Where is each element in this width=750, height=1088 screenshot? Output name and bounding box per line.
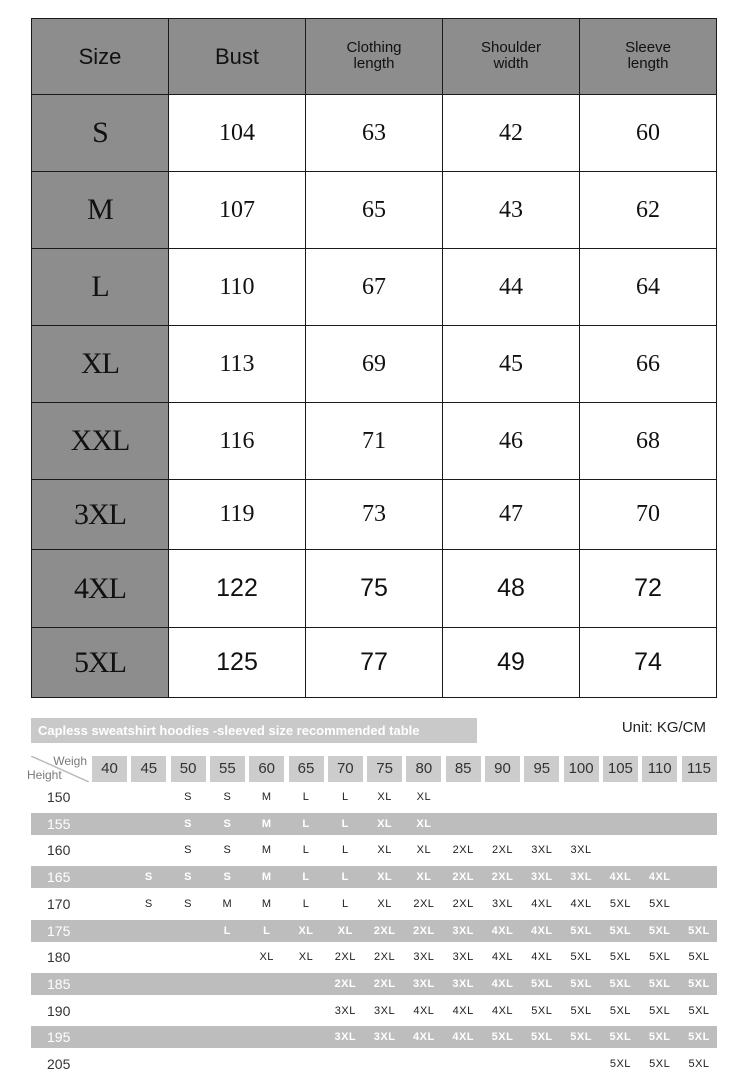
corner-height-label: Height xyxy=(27,768,62,782)
size-row xyxy=(32,550,717,628)
recommended-size-cell: 4XL xyxy=(531,951,553,964)
recommended-size-cell: 3XL xyxy=(570,871,592,884)
recommended-size-cell: 2XL xyxy=(334,977,357,990)
recommended-size-cell: 5XL xyxy=(609,897,631,910)
recommended-size-cell: 4XL xyxy=(413,1004,435,1017)
recommended-size-cell: 4XL xyxy=(491,1004,514,1017)
clothing-length-value: 71 xyxy=(306,403,443,480)
size-row xyxy=(32,326,717,403)
recommended-size-cell: 3XL xyxy=(452,924,475,937)
recommended-size-cell: M xyxy=(261,871,272,884)
recommended-size-cell: M xyxy=(261,844,272,857)
weight-header-row xyxy=(27,754,720,782)
shoulder-width-value: 48 xyxy=(443,550,580,628)
height-value: 170 xyxy=(47,895,71,912)
sleeve-length-value: 60 xyxy=(580,95,717,172)
clothing-length-value: 69 xyxy=(306,326,443,403)
header-size: Size xyxy=(32,19,169,95)
recommended-size-cell: 4XL xyxy=(609,871,632,884)
recommended-size-cell: 5XL xyxy=(570,924,592,937)
recommended-size-cell: 5XL xyxy=(609,1031,632,1044)
sleeve-length-value: 70 xyxy=(580,480,717,550)
recommended-size-cell: S xyxy=(223,817,232,830)
recommended-size-cell: L xyxy=(341,844,349,857)
recommended-size-cell: 2XL xyxy=(334,951,356,964)
recommended-size-cell: 3XL xyxy=(570,844,592,857)
recommended-size-cell: 2XL xyxy=(374,951,396,964)
recommended-size-cell: 2XL xyxy=(491,844,514,857)
recommended-size-cell: M xyxy=(261,791,272,803)
bust-value: 125 xyxy=(169,628,306,698)
recommended-size-cell: XL xyxy=(416,871,432,884)
height-value: 150 xyxy=(47,789,71,805)
recommended-size-cell: XL xyxy=(337,924,353,937)
height-value: 160 xyxy=(47,842,71,859)
recommended-size-cell: S xyxy=(184,844,193,857)
sleeve-length-value: 68 xyxy=(580,403,717,480)
sleeve-length-value: 72 xyxy=(580,550,717,628)
recommended-size-cell: 3XL xyxy=(413,951,435,964)
shoulder-width-value: 49 xyxy=(443,628,580,698)
recommended-size-cell: 5XL xyxy=(609,1058,631,1070)
weight-header-cell: 110 xyxy=(642,756,677,782)
recommended-size-cell: XL xyxy=(377,791,392,803)
size-row xyxy=(32,628,717,698)
sleeve-length-value: 64 xyxy=(580,249,717,326)
size-label: M xyxy=(32,172,169,249)
recommended-size-cell: 2XL xyxy=(413,897,435,910)
recommended-size-cell: 5XL xyxy=(491,1031,514,1044)
recommended-size-cell: XL xyxy=(377,844,392,857)
size-label: XXL xyxy=(32,403,169,480)
recommended-size-cell: 4XL xyxy=(531,897,553,910)
weight-header-cell: 75 xyxy=(367,756,402,782)
recommended-size-cell: 3XL xyxy=(452,977,475,990)
recommended-size-cell: 5XL xyxy=(648,924,671,937)
recommended-size-cell: M xyxy=(261,897,272,910)
recommended-size-cell: 4XL xyxy=(452,1004,474,1017)
recommended-size-cell: 5XL xyxy=(530,1031,553,1044)
recommended-size-cell: 3XL xyxy=(334,1031,357,1044)
recommended-size-cell: S xyxy=(223,791,232,803)
recommended-size-cell: 5XL xyxy=(648,977,671,990)
recommended-size-cell: 3XL xyxy=(531,844,553,857)
shoulder-width-value: 44 xyxy=(443,249,580,326)
recommended-size-cell: 5XL xyxy=(609,977,632,990)
height-value: 205 xyxy=(47,1056,71,1072)
height-row xyxy=(31,839,717,861)
weight-header-cell: 85 xyxy=(446,756,481,782)
recommended-size-cell: L xyxy=(341,791,349,803)
corner-weight-label: Weigh xyxy=(53,754,87,768)
height-row xyxy=(31,946,717,968)
recommended-size-cell: 5XL xyxy=(649,1058,671,1070)
recommended-size-cell: 4XL xyxy=(530,924,553,937)
clothing-length-value: 67 xyxy=(306,249,443,326)
shoulder-width-value: 45 xyxy=(443,326,580,403)
recommended-size-cell: L xyxy=(302,871,310,884)
recommended-size-cell: 2XL xyxy=(491,871,514,884)
recommended-size-cell: S xyxy=(144,897,153,910)
weight-header-cell: 65 xyxy=(289,756,324,782)
size-label: 5XL xyxy=(32,628,169,698)
recommended-size-cell: M xyxy=(222,897,233,910)
recommended-size-cell: 4XL xyxy=(648,871,671,884)
recommended-size-cell: 2XL xyxy=(452,844,474,857)
recommended-size-cell: S xyxy=(184,871,193,884)
recommended-size-cell: XL xyxy=(416,791,432,803)
recommended-size-cell: S xyxy=(184,791,193,803)
recommended-size-cell: 5XL xyxy=(531,1004,553,1017)
recommended-size-cell: 5XL xyxy=(649,951,671,964)
height-row xyxy=(31,973,717,995)
weight-header-cell: 80 xyxy=(406,756,441,782)
recommended-size-cell: 4XL xyxy=(491,977,514,990)
recommended-size-cell: XL xyxy=(298,924,314,937)
header-bust: Bust xyxy=(169,19,306,95)
height-row xyxy=(31,1053,717,1075)
sleeve-length-value: 66 xyxy=(580,326,717,403)
recommended-size-cell: 5XL xyxy=(570,1031,592,1044)
recommended-size-cell: 5XL xyxy=(688,1058,710,1070)
header-clothing-length: Clothing length xyxy=(306,19,443,95)
height-row xyxy=(31,813,717,835)
recommended-size-cell: 4XL xyxy=(413,1031,435,1044)
height-row xyxy=(31,866,717,888)
sleeve-length-value: 74 xyxy=(580,628,717,698)
size-row xyxy=(32,480,717,550)
recommended-size-cell: 5XL xyxy=(688,924,710,937)
recommended-size-cell: 5XL xyxy=(688,1031,710,1044)
recommended-size-cell: 5XL xyxy=(530,977,553,990)
size-row xyxy=(32,172,717,249)
bust-value: 122 xyxy=(169,550,306,628)
height-value: 195 xyxy=(47,1029,71,1046)
recommended-size-cell: L xyxy=(302,791,310,803)
weight-header-cell: 70 xyxy=(328,756,363,782)
header-shoulder-width: Shoulder width xyxy=(443,19,580,95)
clothing-length-value: 73 xyxy=(306,480,443,550)
recommended-size-cell: 5XL xyxy=(649,1004,671,1017)
shoulder-width-value: 46 xyxy=(443,403,580,480)
weight-header-cell: 60 xyxy=(249,756,284,782)
recommended-size-cell: S xyxy=(144,871,153,884)
recommended-size-cell: 2XL xyxy=(413,924,435,937)
recommended-size-cell: 5XL xyxy=(609,1004,631,1017)
recommended-size-cell: 2XL xyxy=(373,924,396,937)
size-row xyxy=(32,249,717,326)
recommended-size-cell: XL xyxy=(298,951,314,964)
bust-value: 116 xyxy=(169,403,306,480)
recommended-size-cell: 3XL xyxy=(413,977,435,990)
recommended-size-cell: L xyxy=(341,817,349,830)
recommended-size-cell: XL xyxy=(416,844,432,857)
recommended-size-cell: 3XL xyxy=(530,871,553,884)
weight-header-cell: 100 xyxy=(564,756,599,782)
weight-header-cell: 40 xyxy=(92,756,127,782)
recommended-size-cell: 3XL xyxy=(373,1031,396,1044)
sleeve-length-value: 62 xyxy=(580,172,717,249)
recommended-size-cell: 5XL xyxy=(688,951,710,964)
corner-cell xyxy=(27,754,89,782)
recommended-size-cell: 5XL xyxy=(688,977,710,990)
recommended-size-cell: 3XL xyxy=(334,1004,356,1017)
header-sleeve-length: Sleeve length xyxy=(580,19,717,95)
weight-header-cell: 95 xyxy=(524,756,559,782)
height-row xyxy=(31,893,717,915)
recommended-size-cell: 4XL xyxy=(491,924,514,937)
bust-value: 110 xyxy=(169,249,306,326)
shoulder-width-value: 47 xyxy=(443,480,580,550)
size-chart-table xyxy=(31,18,717,698)
recommended-size-cell: XL xyxy=(377,871,393,884)
clothing-length-value: 77 xyxy=(306,628,443,698)
recommended-size-cell: 5XL xyxy=(570,951,592,964)
unit-label: Unit: KG/CM xyxy=(621,719,706,736)
size-chart-header-row xyxy=(32,19,717,95)
recommended-size-cell: S xyxy=(184,817,193,830)
size-label: XL xyxy=(32,326,169,403)
recommended-size-cell: XL xyxy=(377,897,392,910)
height-value: 180 xyxy=(47,949,71,966)
recommended-size-cell: 3XL xyxy=(491,897,514,910)
weight-header-cell: 115 xyxy=(682,756,717,782)
size-label: S xyxy=(32,95,169,172)
bust-value: 107 xyxy=(169,172,306,249)
bust-value: 104 xyxy=(169,95,306,172)
recommended-size-cell: 5XL xyxy=(688,1004,710,1017)
recommended-size-cell: L xyxy=(263,924,271,937)
recommended-size-cell: 5XL xyxy=(570,977,592,990)
size-label: 4XL xyxy=(32,550,169,628)
shoulder-width-value: 43 xyxy=(443,172,580,249)
recommended-size-cell: 5XL xyxy=(648,1031,671,1044)
height-row xyxy=(31,1026,717,1048)
weight-header-cell: 105 xyxy=(603,756,638,782)
recommended-size-cell: S xyxy=(184,897,193,910)
height-row xyxy=(31,1000,717,1022)
height-value: 155 xyxy=(47,815,71,832)
recommended-size-cell: 4XL xyxy=(570,897,592,910)
clothing-length-value: 63 xyxy=(306,95,443,172)
recommended-size-cell: L xyxy=(302,897,310,910)
size-row xyxy=(32,403,717,480)
recommended-size-cell: 5XL xyxy=(609,951,631,964)
recommended-size-cell: 2XL xyxy=(373,977,396,990)
clothing-length-value: 75 xyxy=(306,550,443,628)
recommended-size-cell: L xyxy=(341,897,349,910)
recommended-size-cell: 4XL xyxy=(491,951,514,964)
recommended-size-cell: 2XL xyxy=(452,871,475,884)
weight-header-cell: 50 xyxy=(171,756,206,782)
recommended-size-cell: 4XL xyxy=(452,1031,475,1044)
weight-header-cell: 55 xyxy=(210,756,245,782)
recommended-size-cell: 5XL xyxy=(570,1004,592,1017)
recommended-size-cell: L xyxy=(223,924,231,937)
recommended-size-cell: 5XL xyxy=(649,897,671,910)
height-value: 185 xyxy=(47,975,71,992)
recommended-size-cell: 3XL xyxy=(452,951,474,964)
recommended-size-cell: S xyxy=(223,844,232,857)
height-row xyxy=(31,786,717,808)
recommended-size-cell: XL xyxy=(377,817,393,830)
bust-value: 113 xyxy=(169,326,306,403)
weight-header-cell: 90 xyxy=(485,756,520,782)
height-value: 190 xyxy=(47,1002,71,1019)
size-row xyxy=(32,95,717,172)
recommended-size-cell: 2XL xyxy=(452,897,474,910)
shoulder-width-value: 42 xyxy=(443,95,580,172)
recommendation-title: Capless sweatshirt hoodies -sleeved size recommended table xyxy=(31,718,477,743)
recommended-size-cell: L xyxy=(302,844,310,857)
height-value: 165 xyxy=(47,869,71,886)
recommended-size-cell: 5XL xyxy=(609,924,632,937)
recommended-size-cell: XL xyxy=(416,817,432,830)
height-value: 175 xyxy=(47,922,71,939)
recommended-size-cell: XL xyxy=(259,951,274,964)
size-label: 3XL xyxy=(32,480,169,550)
recommended-size-cell: S xyxy=(223,871,232,884)
recommended-size-cell: M xyxy=(261,817,272,830)
recommended-size-cell: L xyxy=(302,817,310,830)
clothing-length-value: 65 xyxy=(306,172,443,249)
height-row xyxy=(31,920,717,942)
recommended-size-cell: L xyxy=(341,871,349,884)
recommended-size-cell: 3XL xyxy=(374,1004,396,1017)
bust-value: 119 xyxy=(169,480,306,550)
weight-header-cell: 45 xyxy=(131,756,166,782)
size-label: L xyxy=(32,249,169,326)
